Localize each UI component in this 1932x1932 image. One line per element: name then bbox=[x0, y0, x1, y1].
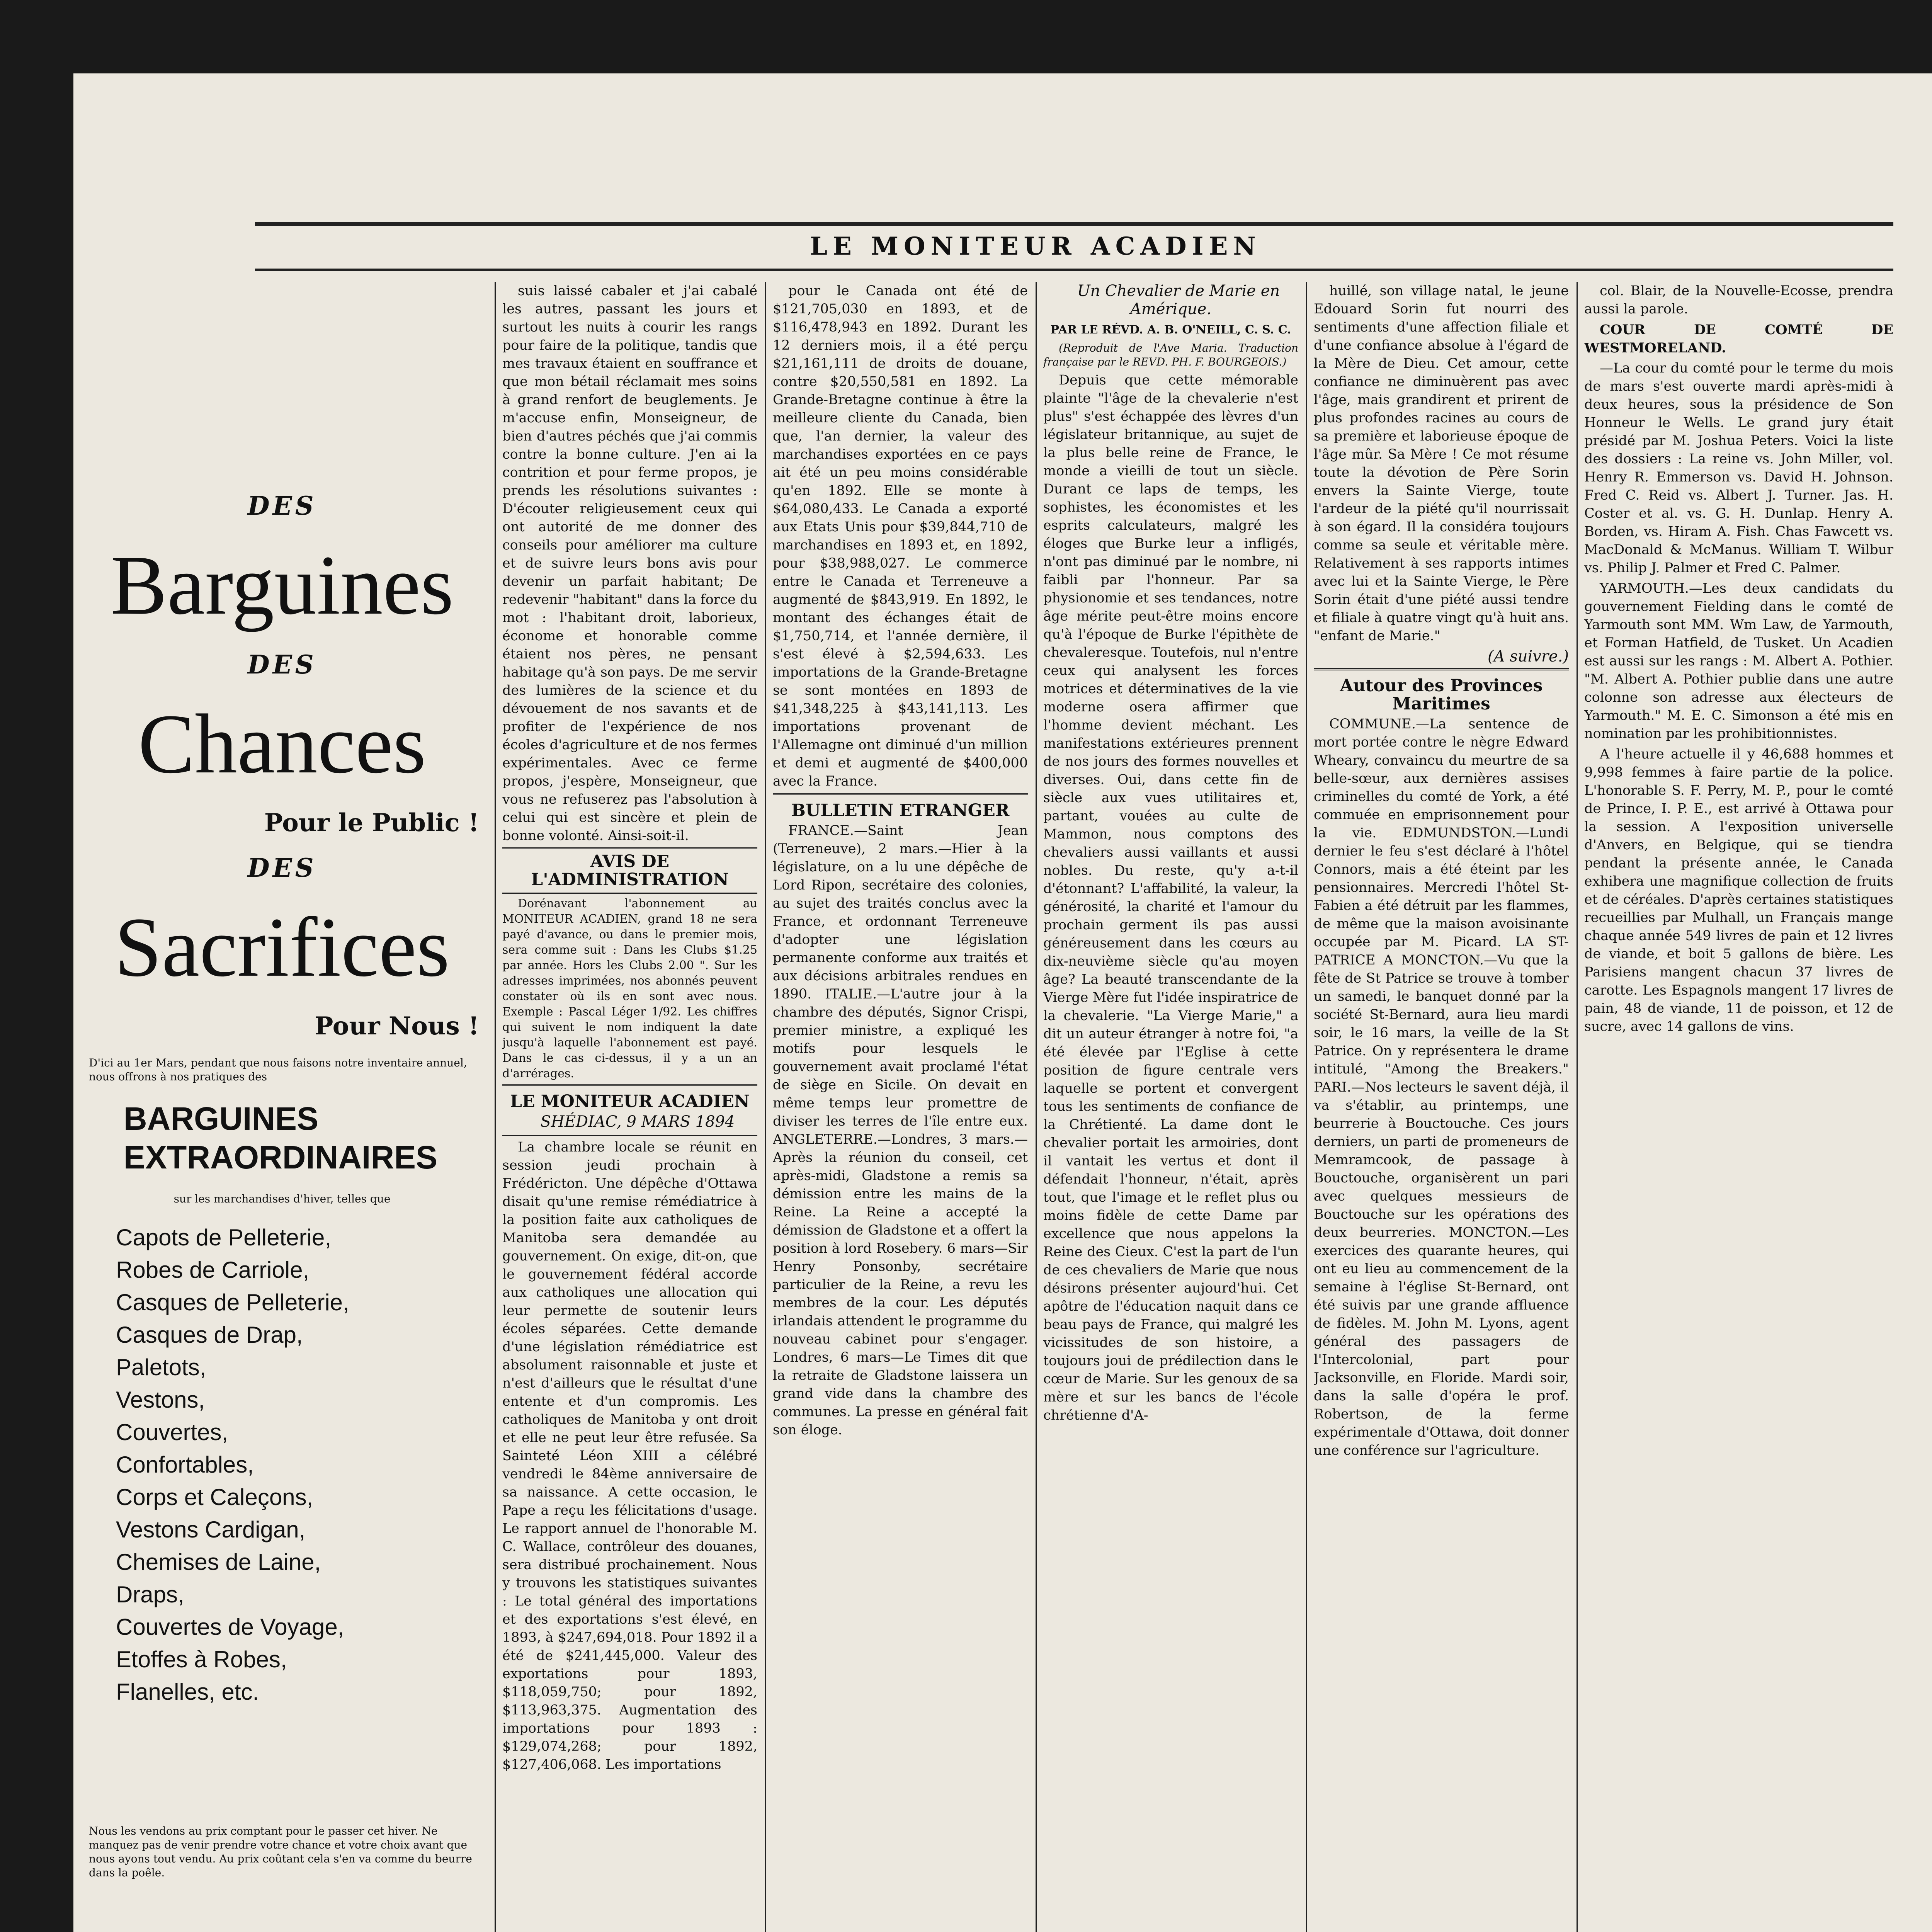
article-text: huillé, son village natal, le jeune Edouard Sorin fut nourri des sentiments d'une affection filiale et d'une confiance absolue à l'égard de la Mère de Dieu. Cet amour, cette confiance ne diminuèrent pas avec l'âge, mais grandirent et prirent de plus profondes racines au cours de sa première et laborieuse époque de l'âge mûr. Sa Mère ! Ce mot résume toute la dévotion de Père Sorin envers la Sainte Vierge, toute l'ardeur de la piété qu'il nourrissait à son égard. Il la considéra toujours comme sa seule et véritable mère. Relativement à ses rapports intimes avec lui et la Sainte Vierge, le Père Sorin était d'une piété aussi tendre et filiale à quatre vingt qu'à huit ans. "enfant de Marie." bbox=[1314, 283, 1569, 644]
court-text: —La cour du comté pour le terme du mois de mars s'est ouverte mardi après-midi à deux heures, sous la présidence de Son Honneur le Wells. Le grand jury était présidé par M. Joshua Peters. Voici la liste des dossiers : La reine vs. John Miller, vol. Henry R. Emmerson vs. David H. Johnson. Fred C. Reid vs. Albert J. Turner. Jas. H. Coster et al. vs. G. H. Dunlap. Henry A. Borden, vs. Hiram A. Fish. Chas Fawcett vs. MacDonald & McManus. William T. Wilbur vs. Philip J. Palmer et Fred C. Palmer. bbox=[1584, 361, 1893, 576]
article-note: (Reproduit de l'Ave Maria. Traduction française par le REVD. PH. F. BOURGEOIS.) bbox=[1043, 342, 1298, 368]
ad-item: Couvertes de Voyage, bbox=[116, 1614, 344, 1640]
ad-item: Flanelles, etc. bbox=[116, 1679, 259, 1705]
dateline: SHÉDIAC, 9 MARS 1894 bbox=[502, 1113, 757, 1136]
ad-item: Draps, bbox=[116, 1582, 184, 1607]
yarmouth-text: YARMOUTH.—Les deux candidats du gouvernement Fielding dans le comté de Yarmouth sont MM. Wm Law, de Yarmouth, et Forman Hatfield, de Tusket. Un Acadien est aussi sur les rangs : M. Albert A. Pothier. "M. Albert A. Pothier publie dans une autre colonne son adresse aux électeurs de Yarmouth." M. E. C. Simonson a été mis en nomination par les prohibitionnistes. bbox=[1584, 581, 1893, 742]
ad-sub-note: sur les marchandises d'hiver, telles que bbox=[173, 1192, 391, 1205]
column-3 bbox=[773, 282, 1028, 1932]
bulletin-text: FRANCE.—Saint Jean (Terreneuve), 2 mars.—Hier à la législature, on a lu une dépêche de Lord Ripon, secrétaire des colonies, au sujet des traités conclus avec la France, et ordonnant Terreneuve d'adopter une législation permanente conforme aux traités et aux décisions arbitrales rendues en 1890. ITALIE.—L'autre jour à la chambre des députés, Signor Crispi, premier ministre, a expliqué les motifs pour lesquels le gouvernement avait proclamé l'état de siège en Sicile. On devait en même temps leur promettre de diviser les terres de l'île entre eux. ANGLETERRE.—Londres, 3 mars.—Après la réunion du conseil, cet après-midi, Gladstone a remis sa démission entre les mains de la Reine. La Reine a accepté la démission de Gladstone et a offert la position à lord Rosebery. 6 mars—Sir Henry Ponsonby, secrétaire particulier de la Reine, a revu les membres de la cour. Les députés irlandais attendent le programme du nouveau cabinet pour s'engager. Londres, 6 mars—Le Times dit que la retraite de Gladstone laissera un grand vide dans la chambre des communes. La presse en général fait son éloge. bbox=[773, 823, 1028, 1438]
section-text: COMMUNE.—La sentence de mort portée contre le nègre Edward Wheary, convaincu du meurtre de sa belle-sœur, aux dernières assises criminelles du comté de York, a été commuée en emprisonnement pour la vie. EDMUNDSTON.—Lundi dernier le feu s'est déclaré à l'hôtel Connors, mais a été éteint par les pensionnaires. Mercredi l'hôtel St-Fabien a été détruit par les flammes, de même que la maison avoisinante occupée par M. Picard. LA ST-PATRICE A MONCTON.—Vu que la fête de St Patrice se trouve à tomber un samedi, le banquet donné par la société St-Bernard, aura lieu mardi soir, le 16 mars, la veille de la St Patrice. On y représentera le drame intitulé, "Among the Breakers." PARI.—Nos lecteurs le savent déjà, il va s'établir, au printemps, une beurrerie à Bouctouche. Ces jours derniers, un parti de promeneurs de Memramcook, de passage à Bouctouche, organisèrent un pari avec quelques messieurs de Bouctouche sur les opérations des deux beurreries. MONCTON.—Les exercices des quarante heures, qui ont eu lieu au commencement de la semaine à l'église St-Bernard, ont été suivis par une grande affluence de fidèles. M. John M. Lyons, agent général des passagers de l'Intercolonial, part pour Jacksonville, en Floride. Mardi soir, dans la salle d'opéra le prof. Robertson, de la ferme expérimentale d'Ottawa, doit donner une conférence sur l'agriculture. bbox=[1314, 716, 1569, 1458]
ad-headline-2: EXTRAORDINAIRES bbox=[124, 1139, 438, 1175]
ad-pour-public: Pour le Public ! bbox=[264, 808, 479, 837]
ad-items-list bbox=[73, 1221, 491, 1708]
top-rule bbox=[255, 222, 1893, 226]
ad-item: Etoffes à Robes, bbox=[116, 1646, 287, 1672]
column-2 bbox=[502, 282, 757, 1932]
ad-note: D'ici au 1er Mars, pendant que nous faisons notre inventaire annuel, nous offrons à nos pratiques des bbox=[89, 1056, 467, 1083]
melanson-advertisement bbox=[73, 282, 491, 1932]
editorial-text: La chambre locale se réunit en session jeudi prochain à Frédéricton. Une dépêche d'Ottawa disait qu'une remise rémédiatrice à la position faite aux catholiques de Manitoba sera demandée au gouvernement. On exige, dit-on, que le gouvernement fédéral accorde aux catholiques une allocation qui leur permette de soutenir leurs écoles séparées. Cette demande d'une législation rémédiatrice est absolument raisonnable et juste et n'est d'ailleurs que le résultat d'une entente et d'un compromis. Les catholiques de Manitoba y ont droit et elle ne peut leur être refusée. Sa Sainteté Léon XIII a célébré vendredi le 84ème anniversaire de sa naissance. A cette occasion, le Pape a reçu les félicitations d'usage. Le rapport annuel de l'honorable M. C. Wallace, contrôleur des douanes, sera distribué prochainement. Nous y trouvons les statistiques suivantes : Le total général des importations et des exportations s'est élevé, en 1893, à $247,694,018. Pour 1892 il a été de $241,445,000. Valeur des exportations pour 1893, $118,059,750; pour 1892, $113,963,375. Augmentation des importations pour 1893 : $129,074,268; pour 1892, $127,406,068. Les importations bbox=[502, 1139, 757, 1772]
column-divider bbox=[1036, 282, 1037, 1932]
ad-item: Robes de Carriole, bbox=[116, 1257, 310, 1283]
ad-item: Corps et Caleçons, bbox=[116, 1484, 313, 1510]
a-suivre: (A suivre.) bbox=[1488, 648, 1569, 665]
ad-item: Chemises de Laine, bbox=[116, 1549, 321, 1575]
masthead: LE MONITEUR ACADIEN bbox=[810, 232, 1261, 261]
ad-item: Vestons Cardigan, bbox=[116, 1517, 306, 1543]
column-5 bbox=[1314, 282, 1569, 1932]
masthead-rule bbox=[255, 269, 1893, 271]
bulletin-title: BULLETIN ETRANGER bbox=[773, 793, 1028, 820]
article-text: col. Blair, de la Nouvelle-Ecosse, prendra aussi la parole. bbox=[1584, 283, 1893, 317]
article-title: Un Chevalier de Marie en Amérique. bbox=[1077, 282, 1280, 318]
ad-des-2: DES bbox=[247, 650, 317, 680]
column-divider bbox=[1306, 282, 1307, 1932]
ad-pour-nous: Pour Nous ! bbox=[315, 1012, 479, 1041]
admin-notice-title: AVIS DE L'ADMINISTRATION bbox=[502, 847, 757, 894]
column-4 bbox=[1043, 282, 1298, 1932]
ad-des-1: DES bbox=[247, 491, 317, 521]
ad-chances: Chances bbox=[138, 697, 426, 791]
column-divider bbox=[765, 282, 766, 1932]
ad-item: Couvertes, bbox=[116, 1419, 228, 1445]
article-byline: PAR LE RÉVD. A. B. O'NEILL, C. S. C. bbox=[1050, 323, 1291, 337]
ad-sacrifices: Sacrifices bbox=[114, 900, 450, 994]
misc-text: A l'heure actuelle il y 46,688 hommes et 9,998 femmes à faire partie de la police. L'honorable S. F. Perry, M. P., pour le comté de Prince, I. P. E., est arrivé à Ottawa pour la session. A l'exposition universelle d'Anvers, en Belgique, qui se tiendra pendant la présente année, le Canada exhibera une magnifique collection de fruits et de céréales. D'après certaines statistiques recueillies par Mulhall, un Français mange chaque année 549 livres de pain et 12 livres de viande, et boit 5 gallons de bière. Les Parisiens mangent chacun 37 livres de carotte. Les Espagnols mangent 17 livres de pain, 48 de viande, 11 de poisson, et 12 de sucre, avec 14 gallons de vins. bbox=[1584, 747, 1893, 1034]
ad-item: Vestons, bbox=[116, 1387, 205, 1413]
ad-headline-1: BARGUINES bbox=[124, 1100, 319, 1137]
article-text: pour le Canada ont été de $121,705,030 en 1893, et de $116,478,943 en 1892. Durant les 12 derniers mois, il a été perçu $21,161,111 de droits de douane, contre $20,550,581 en 1892. La Grande-Bretagne continue à être la meilleure cliente du Canada, bien que, l'an dernier, la valeur des marchandises exportées en ce pays ait été un peu moins considérable qu'en 1892. Elle se monte à $64,080,433. Le Canada a exporté aux Etats Unis pour $39,844,710 de marchandises en 1893 et, en 1892, pour $38,988,027. Le commerce entre le Canada et Terreneuve a augmenté de $843,919. En 1892, le montant des échanges était de $1,750,714, et l'année dernière, il s'est élevé à $2,594,633. Les importations de la Grande-Bretagne se sont montées en 1893 de $41,348,225 à $43,141,113. Les importations provenant de l'Allemagne ont diminué d'un million et demi et augmenté de $400,000 avec la France. bbox=[773, 283, 1028, 789]
article-text: suis laissé cabaler et j'ai cabalé les autres, passant les jours et surtout les nuits à courir les rangs pour faire de la politique, tandis que mes travaux étaient en souffrance et que mon bétail réclamait mes soins à grand renfort de beuglements. Je m'accuse enfin, Monseigneur, de bien d'autres péchés que j'ai commis contre la bonne culture. J'en ai la contrition et pour ferme propos, je prends les résolutions suivantes : D'écouter religieusement ceux qui ont autorité de me donner des conseils pour améliorer ma culture et de suivre leurs bons avis pour devenir un parfait habitant; De redevenir "habitant" dans la force du mot : l'habitant droit, laborieux, économe et honorable comme étaient nos pères, ne pensant habitage qu'à son pays. De me servir des lumières de la science et du dévouement de nos savants et de profiter de l'expérience de nos écoles d'agriculture et de nos fermes expérimentales. Avec ce ferme propos, j'espère, Monseigneur, que vous ne refuserez pas l'absolution à celui qui est sincère et plein de bonne volonté. Ainsi-soit-il. bbox=[502, 283, 757, 844]
ad-item: Confortables, bbox=[116, 1452, 254, 1478]
admin-notice-text: Dorénavant l'abonnement au MONITEUR ACADIEN, grand 18 ne sera payé d'avance, ou dans le premier mois, sera comme suit : Dans les Clubs $1.25 par année. Hors les Clubs 2.00 ". Sur les adresses imprimées, nos abonnés peuvent constater où ils en sont avec nous. Exemple : Pascal Léger 1/92. Les chiffres qui suivent le nom indiquent la date jusqu'à laquelle l'abonnement est payé. Dans le cas ci-dessus, il y a un an d'arrérages. bbox=[502, 897, 757, 1080]
ad-terms: Nous les vendons au prix comptant pour le passer cet hiver. Ne manquez pas de venir prendre votre chance et votre choix avant que nous ayons tout vendu. Au prix coûtant cela s'en va comme du beurre dans la poêle. bbox=[89, 1825, 472, 1879]
column-divider bbox=[495, 282, 496, 1932]
small-masthead: LE MONITEUR ACADIEN bbox=[502, 1084, 757, 1111]
section-title: Autour des Provinces Maritimes bbox=[1314, 668, 1569, 713]
newspaper-page bbox=[73, 73, 1932, 1932]
ad-item: Casques de Drap, bbox=[116, 1322, 303, 1348]
article-text: Depuis que cette mémorable plainte "l'âge de la chevalerie n'est plus" s'est échappée des lèvres d'un législateur britannique, au sujet de la plus belle reine de France, le monde a vieilli de tout un siècle. Durant ce laps de temps, les sophistes, les économistes et les esprits calculateurs, malgré les éloges que Burke leur a infligés, n'ont pas diminué par le nombre, ni faibli par l'honneur. Par sa physionomie et ses tendances, notre âge mérite peut-être moins encore qu'à l'époque de Burke l'épithète de chevaleresque. Toutefois, nul n'entre ceux qui analysent les forces motrices et déterminatives de la vie moderne osera affirmer que l'homme devient méchant. Les manifestations extérieures prennent de nos jours des formes nouvelles et diverses. Oui, dans cette fin de siècle aux vues utilitaires et, partant, vouées au culte de Mammon, nous comptons des chevaliers aussi vaillants et aussi nobles. Du reste, qu'y a-t-il d'étonnant? L'affabilité, la valeur, la générosité, la charité et l'amour du prochain germent ils pas aussi généreusement dans les cœurs au dix-neuvième siècle qu'au moyen âge? La beauté transcendante de la Vierge Mère fut l'idée inspiratrice de la chevalerie. "La Vierge Marie," a dit un auteur étranger à notre foi, "a été élevée par l'Eglise à cette position de figure centrale vers laquelle se portent et convergent tous les sentiments de confiance de la Chrétienté. La dame dont le chevalier portait les armoiries, dont il vantait les vertus et dont il défendait l'honneur, n'était, après tout, que l'image et le reflet plus ou moins fidèle de cette Dame par excellence que nous appelons la Reine des Cieux. C'est la part de l'un de ces chevaliers de Marie que nous désirons présenter aujourd'hui. Cet apôtre de l'éducation naquit dans ce beau pays de France, qui malgré les vicissitudes de son histoire, a toujours joui de prédilection dans le cœur de Marie. Sur les genoux de sa mère et sur les bancs de l'école chrétienne d'A- bbox=[1043, 372, 1298, 1423]
ad-item: Paletots, bbox=[116, 1354, 206, 1380]
ad-item: Casques de Pelleterie, bbox=[116, 1289, 349, 1315]
ad-des-3: DES bbox=[247, 853, 317, 883]
column-divider bbox=[1577, 282, 1578, 1932]
column-6 bbox=[1584, 282, 1893, 1932]
ad-item: Capots de Pelleterie, bbox=[116, 1225, 331, 1250]
court-lead: COUR DE COMTÉ DE WESTMORELAND. bbox=[1584, 322, 1893, 356]
ad-barguines: Barguines bbox=[110, 538, 454, 632]
